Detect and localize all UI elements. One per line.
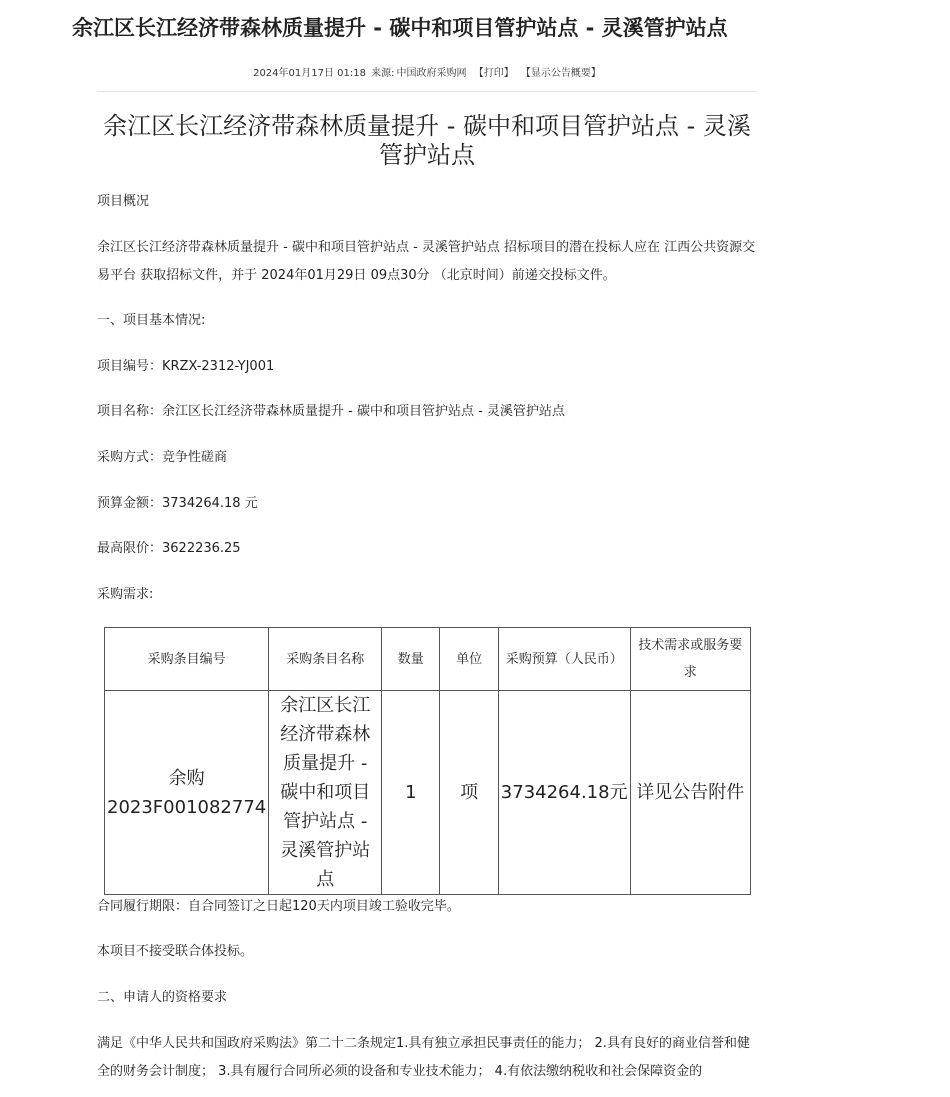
source-name: 中国政府采购网	[396, 68, 467, 79]
max-price: 最高限价：3622236.25	[97, 541, 241, 556]
procurement-method: 采购方式：竞争性磋商	[97, 450, 228, 465]
section2-heading: 二、申请人的资格要求	[97, 990, 228, 1005]
table-header: 采购条目名称	[269, 628, 382, 691]
qualification-text: 满足《中华人民共和国政府采购法》第二十二条规定1.具有独立承担民事责任的能力； 2.具有良好的商业信誉和健全的财务会计制度； 3.具有履行合同所必须的设备和专业技术能力； 4.有依法缴纳税收和社会保障资金的	[97, 1036, 750, 1079]
project-number: 项目编号：KRZX-2312-YJ001	[97, 359, 275, 374]
table-header: 数量	[382, 628, 440, 691]
source-label: 来源:	[371, 68, 395, 79]
table-header: 采购预算（人民币）	[498, 628, 630, 691]
meta-line	[97, 64, 757, 79]
show-summary-link[interactable]: 【显示公告概要】	[520, 68, 601, 79]
print-link[interactable]: 【打印】	[473, 68, 514, 79]
table-cell-requirements: 详见公告附件	[630, 691, 750, 895]
table-header: 技术需求或服务要求	[630, 628, 750, 691]
section1-heading: 一、项目基本情况:	[97, 313, 206, 328]
table-cell-item-no: 余购2023F001082774	[105, 691, 269, 895]
table-cell-item-name: 余江区长江经济带森林质量提升 - 碳中和项目管护站点 - 灵溪管护站点	[269, 691, 382, 895]
no-consortium: 本项目不接受联合体投标。	[97, 944, 254, 959]
requirements-table	[104, 627, 751, 895]
announcement-title: 余江区长江经济带森林质量提升 - 碳中和项目管护站点 - 灵溪管护站点	[103, 112, 751, 169]
table-header-row	[105, 628, 751, 691]
publish-datetime: 2024年01月17日 01:18	[253, 68, 366, 79]
page-title: 余江区长江经济带森林质量提升 - 碳中和项目管护站点 - 灵溪管护站点	[72, 16, 728, 40]
project-name: 项目名称：余江区长江经济带森林质量提升 - 碳中和项目管护站点 - 灵溪管护站点	[97, 404, 565, 419]
table-header: 采购条目编号	[105, 628, 269, 691]
header-divider	[97, 91, 757, 92]
table-cell-unit: 项	[440, 691, 498, 895]
overview-text: 余江区长江经济带森林质量提升 - 碳中和项目管护站点 - 灵溪管护站点 招标项目的潜在投标人应在 江西公共资源交易平台 获取招标文件，并于 2024年01月29日 09点30分 （北京时间）前递交投标文件。	[97, 240, 756, 283]
budget-amount: 预算金额：3734264.18 元	[97, 496, 258, 511]
overview-heading: 项目概况	[97, 194, 150, 209]
requirements-label: 采购需求:	[97, 587, 154, 602]
table-row	[105, 691, 751, 895]
table-cell-quantity: 1	[382, 691, 440, 895]
contract-period: 合同履行期限：自合同签订之日起120天内项目竣工验收完毕。	[97, 899, 460, 914]
table-header: 单位	[440, 628, 498, 691]
table-cell-budget: 3734264.18元	[498, 691, 630, 895]
